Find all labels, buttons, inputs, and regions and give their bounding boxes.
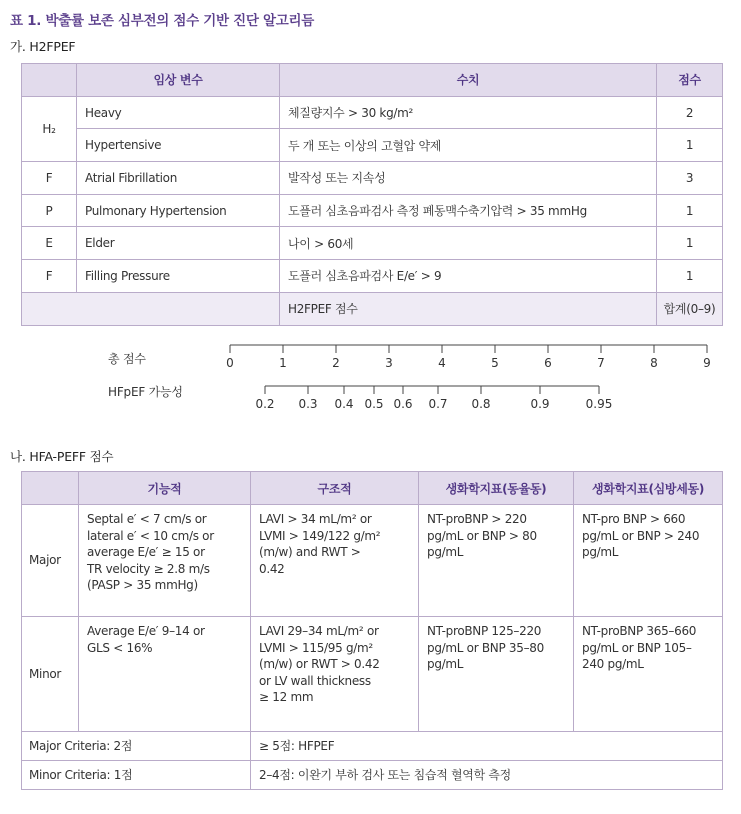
row-score: 3 [657, 162, 723, 195]
row-variable: Pulmonary Hypertension [77, 194, 280, 227]
header-bio-sinus: 생화학지표(동율동) [419, 472, 574, 505]
probability-tick-label: 0.8 [471, 397, 491, 411]
probability-tick-label: 0.5 [364, 397, 384, 411]
row-variable: Heavy [77, 96, 280, 129]
total-score-tick-label: 3 [385, 356, 393, 370]
header-value: 수치 [280, 64, 657, 97]
row-letter: E [22, 227, 77, 260]
total-score-tick-label: 0 [226, 356, 234, 370]
row-variable: Filling Pressure [77, 260, 280, 293]
row-score: 2 [657, 96, 723, 129]
minor-bio-sinus: NT-proBNP 125–220 pg/mL or BNP 35–80 pg/mL [419, 617, 574, 732]
probability-tick-label: 0.95 [585, 397, 613, 411]
header-variable: 임상 변수 [77, 64, 280, 97]
total-score-tick-label: 9 [703, 356, 711, 370]
criteria-major: Major Criteria: 2점 [22, 732, 251, 761]
sum-label: H2FPEF 점수 [280, 292, 657, 325]
row-value: 두 개 또는 이상의 고혈압 약제 [280, 129, 657, 162]
header-bio-af: 생화학지표(심방세동) [574, 472, 723, 505]
minor-structural: LAVI 29–34 mL/m² or LVMI > 115/95 g/m² (m/w) or RWT > 0.42 or LV wall thickness ≥ 12 mm [251, 617, 419, 732]
probability-tick-label: 0.6 [393, 397, 413, 411]
minor-functional: Average E/e′ 9–14 or GLS < 16% [79, 617, 251, 732]
row-value: 도플러 심초음파검사 E/e′ > 9 [280, 260, 657, 293]
row-value: 체질량지수 > 30 kg/m² [280, 96, 657, 129]
section-b-heading: 나. HFA-PEFF 점수 [10, 449, 114, 464]
row-variable: Hypertensive [77, 129, 280, 162]
total-score-tick-label: 5 [491, 356, 499, 370]
row-variable: Atrial Fibrillation [77, 162, 280, 195]
table-row [22, 761, 723, 790]
header-structural: 구조적 [251, 472, 419, 505]
total-score-tick-label: 7 [597, 356, 605, 370]
probability-label: HFpEF 가능성 [108, 385, 183, 399]
criteria-result: 2–4점: 이완기 부하 검사 또는 침습적 혈역학 측정 [251, 761, 723, 790]
row-score: 1 [657, 194, 723, 227]
row-score: 1 [657, 129, 723, 162]
row-score: 1 [657, 227, 723, 260]
criteria-result: ≥ 5점: HFPEF [251, 732, 723, 761]
minor-bio-af: NT-proBNP 365–660 pg/mL or BNP 105– 240 pg/mL [574, 617, 723, 732]
total-score-tick-label: 1 [279, 356, 287, 370]
row-score: 1 [657, 260, 723, 293]
total-score-tick-label: 8 [650, 356, 658, 370]
probability-tick-label: 0.4 [334, 397, 354, 411]
row-letter: F [22, 162, 77, 195]
row-variable: Elder [77, 227, 280, 260]
table-row [22, 732, 723, 761]
row-value: 도플러 심초음파검사 측정 폐동맥수축기압력 > 35 mmHg [280, 194, 657, 227]
major-bio-sinus: NT-proBNP > 220 pg/mL or BNP > 80 pg/mL [419, 505, 574, 617]
minor-label: Minor [22, 617, 79, 732]
row-letter: H₂ [22, 96, 77, 161]
header-empty [22, 472, 79, 505]
minor-row [22, 617, 723, 732]
probability-tick-label: 0.3 [298, 397, 318, 411]
row-letter: F [22, 260, 77, 293]
sum-value: 합계(0–9) [657, 292, 723, 325]
header-score: 점수 [657, 64, 723, 97]
major-row [22, 505, 723, 617]
hfa-peff-table [21, 471, 723, 790]
total-score-label: 총 점수 [108, 352, 146, 366]
major-bio-af: NT-pro BNP > 660 pg/mL or BNP > 240 pg/mL [574, 505, 723, 617]
header-functional: 기능적 [79, 472, 251, 505]
total-score-tick-label: 4 [438, 356, 446, 370]
table-title: 표 1. 박출률 보존 심부전의 점수 기반 진단 알고리듬 [10, 13, 314, 29]
row-value: 나이 > 60세 [280, 227, 657, 260]
probability-tick-label: 0.9 [530, 397, 550, 411]
total-score-tick-label: 2 [332, 356, 340, 370]
major-structural: LAVI > 34 mL/m² or LVMI > 149/122 g/m² (m/w) and RWT > 0.42 [251, 505, 419, 617]
row-letter: P [22, 194, 77, 227]
major-functional: Septal e′ < 7 cm/s or lateral e′ < 10 cm/s or average E/e′ ≥ 15 or TR velocity ≥ 2.8 m/s (PASP > 35 mmHg) [79, 505, 251, 617]
row-value: 발작성 또는 지속성 [280, 162, 657, 195]
total-score-tick-label: 6 [544, 356, 552, 370]
probability-tick-label: 0.7 [428, 397, 448, 411]
probability-tick-label: 0.2 [255, 397, 275, 411]
section-a-heading: 가. H2FPEF [10, 39, 76, 54]
major-label: Major [22, 505, 79, 617]
criteria-minor: Minor Criteria: 1점 [22, 761, 251, 790]
